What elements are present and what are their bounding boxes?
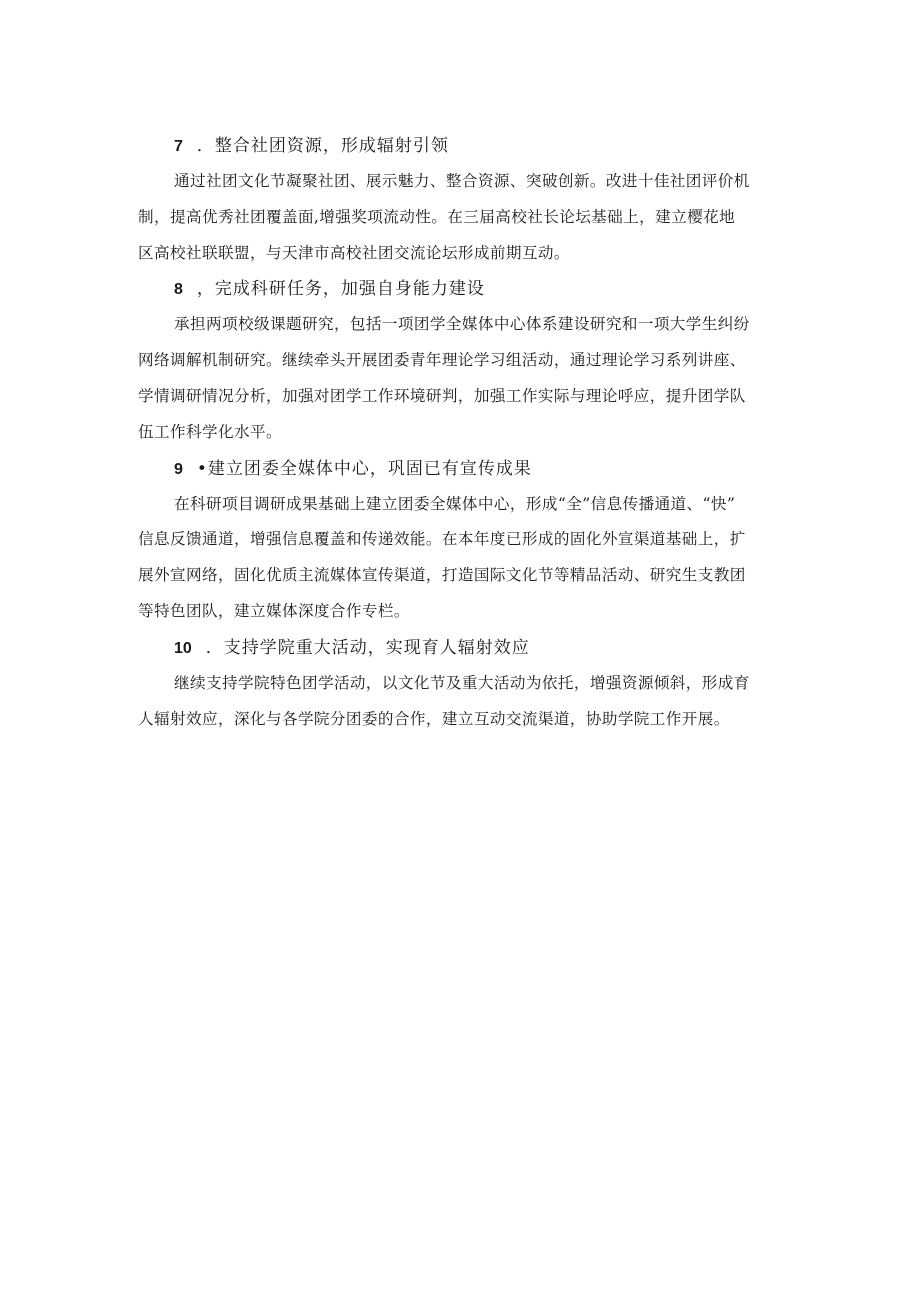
section-title: ．整合社团资源，形成辐射引领 — [196, 136, 449, 156]
paragraph-line: 在科研项目调研成果基础上建立团委全媒体中心，形成“全”信息传播通道、“快” — [174, 494, 736, 513]
section-title: •建立团委全媒体中心，巩固已有宣传成果 — [196, 458, 532, 479]
paragraph-line: 人辐射效应，深化与各学院分团委的合作，建立互动交流渠道，协助学院工作开展。 — [138, 709, 730, 728]
paragraph-line: 承担两项校级课题研究，包括一项团学全媒体中心体系建设研究和一项大学生纠纷 — [174, 315, 750, 334]
section-number: 9 — [174, 460, 183, 478]
section-number: 10 — [174, 639, 192, 657]
paragraph-line: 学情调研情况分析，加强对团学工作环境研判，加强工作实际与理论呼应，提升团学队 — [138, 386, 746, 405]
section-heading-10 — [174, 630, 788, 666]
paragraph-line: 制，提高优秀社团覆盖面,增强奖项流动性。在三届高校社长论坛基础上，建立樱花地 — [138, 207, 736, 226]
document-body — [138, 128, 788, 737]
paragraph-line: 区高校社联联盟，与天津市高校社团交流论坛形成前期互动。 — [138, 243, 570, 262]
paragraph-line: 等特色团队，建立媒体深度合作专栏。 — [138, 601, 410, 620]
section-heading-9 — [174, 451, 788, 487]
section-paragraph-10 — [138, 666, 788, 738]
section-title: ，完成科研任务，加强自身能力建设 — [196, 279, 485, 300]
paragraph-line: 继续支持学院特色团学活动，以文化节及重大活动为依托，增强资源倾斜，形成育 — [174, 673, 750, 692]
paragraph-line: 通过社团文化节凝聚社团、展示魅力、整合资源、突破创新。改进十佳社团评价机 — [174, 172, 750, 190]
paragraph-line: 信息反馈通道，增强信息覆盖和传递效能。在本年度已形成的固化外宣渠道基础上，扩 — [138, 530, 746, 549]
section-number: 7 — [174, 138, 183, 155]
section-paragraph-9 — [138, 487, 788, 630]
paragraph-line: 展外宣网络，固化优质主流媒体宣传渠道，打造国际文化节等精品活动、研究生支教团 — [138, 566, 746, 585]
section-heading-7 — [174, 128, 788, 164]
paragraph-line: 网络调解机制研究。继续牵头开展团委青年理论学习组活动，通过理论学习系列讲座、 — [138, 351, 746, 370]
section-number: 8 — [174, 281, 183, 299]
section-paragraph-7 — [138, 164, 788, 271]
paragraph-line: 伍工作科学化水平。 — [138, 422, 282, 441]
section-title: ．支持学院重大活动，实现育人辐射效应 — [205, 637, 530, 658]
section-paragraph-8 — [138, 307, 788, 450]
section-heading-8 — [174, 271, 788, 307]
